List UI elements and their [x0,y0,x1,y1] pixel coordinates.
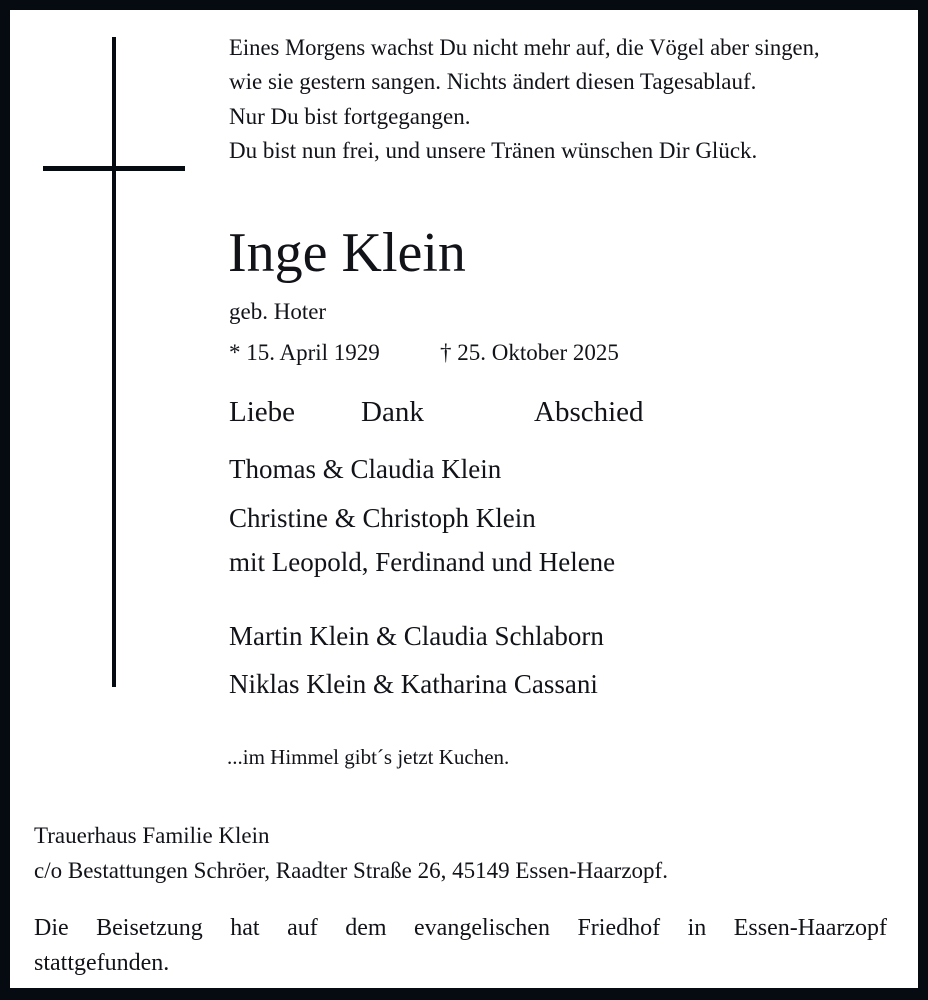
birth-date: * 15. April 1929 [229,340,380,365]
poem-line: Eines Morgens wachst Du nicht mehr auf, die Vögel aber singen, [229,35,820,60]
obituary-notice [10,10,918,988]
death-date: † 25. Oktober 2025 [440,340,619,365]
poem-line: wie sie gestern sangen. Nichts ändert diesen Tagesablauf. [229,69,757,94]
burial-notice-line: Die Beisetzung hat auf dem evangelischen Friedhof in Essen-Haarzopf [34,915,887,941]
family-line: Thomas & Claudia Klein [229,454,502,484]
family-line: mit Leopold, Ferdinand und Helene [229,547,616,577]
value-dank: Dank [361,396,424,428]
family-line: Martin Klein & Claudia Schlaborn [229,621,604,651]
value-abschied: Abschied [534,396,644,428]
closing-quote: ...im Himmel gibt´s jetzt Kuchen. [227,745,510,769]
address-line: Trauerhaus Familie Klein [34,823,270,848]
family-line: Christine & Christoph Klein [229,503,536,533]
deceased-name: Inge Klein [228,222,466,284]
family-line: Niklas Klein & Katharina Cassani [229,669,598,699]
poem-line: Du bist nun frei, und unsere Tränen wünschen Dir Glück. [229,138,758,163]
cross-icon-vertical-bar [112,37,116,687]
cross-icon-horizontal-bar [43,166,185,171]
burial-notice-line: stattgefunden. [34,950,170,976]
poem-line: Nur Du bist fortgegangen. [229,104,471,129]
address-line: c/o Bestattungen Schröer, Raadter Straße 26, 45149 Essen-Haarzopf. [34,858,668,883]
birth-name: geb. Hoter [229,299,327,324]
value-liebe: Liebe [229,396,296,428]
